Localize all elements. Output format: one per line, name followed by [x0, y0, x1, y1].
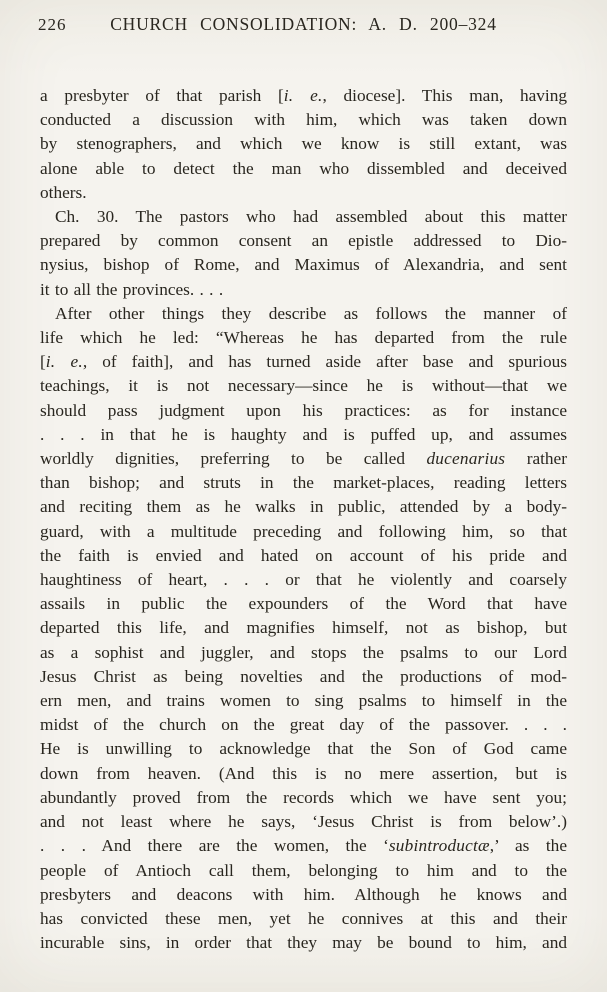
- text-line: He is unwilling to acknowledge that the Son of God came: [40, 739, 567, 759]
- text-line: . . . in that he is haughty and is puffed up, and assumes: [40, 424, 567, 444]
- text-line: Ch. 30. The pastors who had assembled about this matter: [55, 207, 567, 227]
- text-line: presbyters and deacons with him. Although he knows and: [40, 884, 567, 904]
- text-line: as a sophist and juggler, and stops the psalms to our Lord: [40, 642, 567, 662]
- text-line: life which he led: “Whereas he has departed from the rule: [40, 328, 567, 348]
- text-line: the faith is envied and hated on account of his pride and: [40, 545, 567, 565]
- text-line: conducted a discussion with him, which was taken down: [40, 110, 567, 130]
- text-line: should pass judgment upon his practices: as for instance: [40, 400, 567, 420]
- text-line: nysius, bishop of Rome, and Maximus of Alexandria, and sent: [40, 255, 567, 275]
- text-line: a presbyter of that parish [i. e., diocese]. This man, having: [40, 86, 567, 105]
- text-line: worldly dignities, preferring to be called ducenarius rather: [40, 449, 567, 469]
- text-line: down from heaven. (And this is no mere assertion, but is: [40, 763, 567, 783]
- text-line: and not least where he says, ‘Jesus Christ is from below’.): [40, 812, 567, 832]
- text-line: guard, with a multitude preceding and following him, so that: [40, 521, 567, 541]
- text-line: Jesus Christ as being novelties and the productions of mod-: [40, 666, 567, 686]
- page-number: 226: [38, 15, 67, 34]
- text-line: people of Antioch call them, belonging to him and to the: [40, 860, 567, 880]
- text-line: prepared by common consent an epistle addressed to Dio-: [40, 231, 567, 251]
- running-head: [40, 14, 567, 37]
- text-line: incurable sins, in order that they may be bound to him, and: [40, 933, 567, 953]
- text-line: . . . And there are the women, the ‘subintroductæ,’ as the: [40, 836, 567, 856]
- text-line: it to all the provinces. . . .: [40, 279, 224, 299]
- text-line: alone able to detect the man who dissembled and deceived: [40, 158, 567, 178]
- running-title: CHURCH CONSOLIDATION: A. D. 200–324: [110, 14, 497, 34]
- page-body-text: [40, 84, 567, 955]
- text-line: and reciting them as he walks in public, attended by a body-: [40, 497, 567, 517]
- text-line: [i. e., of faith], and has turned aside after base and spurious: [40, 352, 567, 372]
- text-line: ern men, and trains women to sing psalms to himself in the: [40, 691, 567, 711]
- text-line: than bishop; and struts in the market-places, reading letters: [40, 473, 567, 493]
- text-line: midst of the church on the great day of the passover. . . .: [40, 715, 567, 735]
- text-line: assails in public the expounders of the Word that have: [40, 594, 567, 614]
- text-line: others.: [40, 182, 87, 202]
- text-line: departed this life, and magnifies himself, not as bishop, but: [40, 618, 567, 638]
- text-line: abundantly proved from the records which we have sent you;: [40, 787, 567, 807]
- text-line: teachings, it is not necessary—since he is without—that we: [40, 376, 567, 396]
- text-line: by stenographers, and which we know is still extant, was: [40, 134, 567, 154]
- text-line: After other things they describe as follows the manner of: [55, 303, 567, 323]
- text-line: has convicted these men, yet he connives at this and their: [40, 908, 567, 928]
- text-line: haughtiness of heart, . . . or that he violently and coarsely: [40, 570, 567, 590]
